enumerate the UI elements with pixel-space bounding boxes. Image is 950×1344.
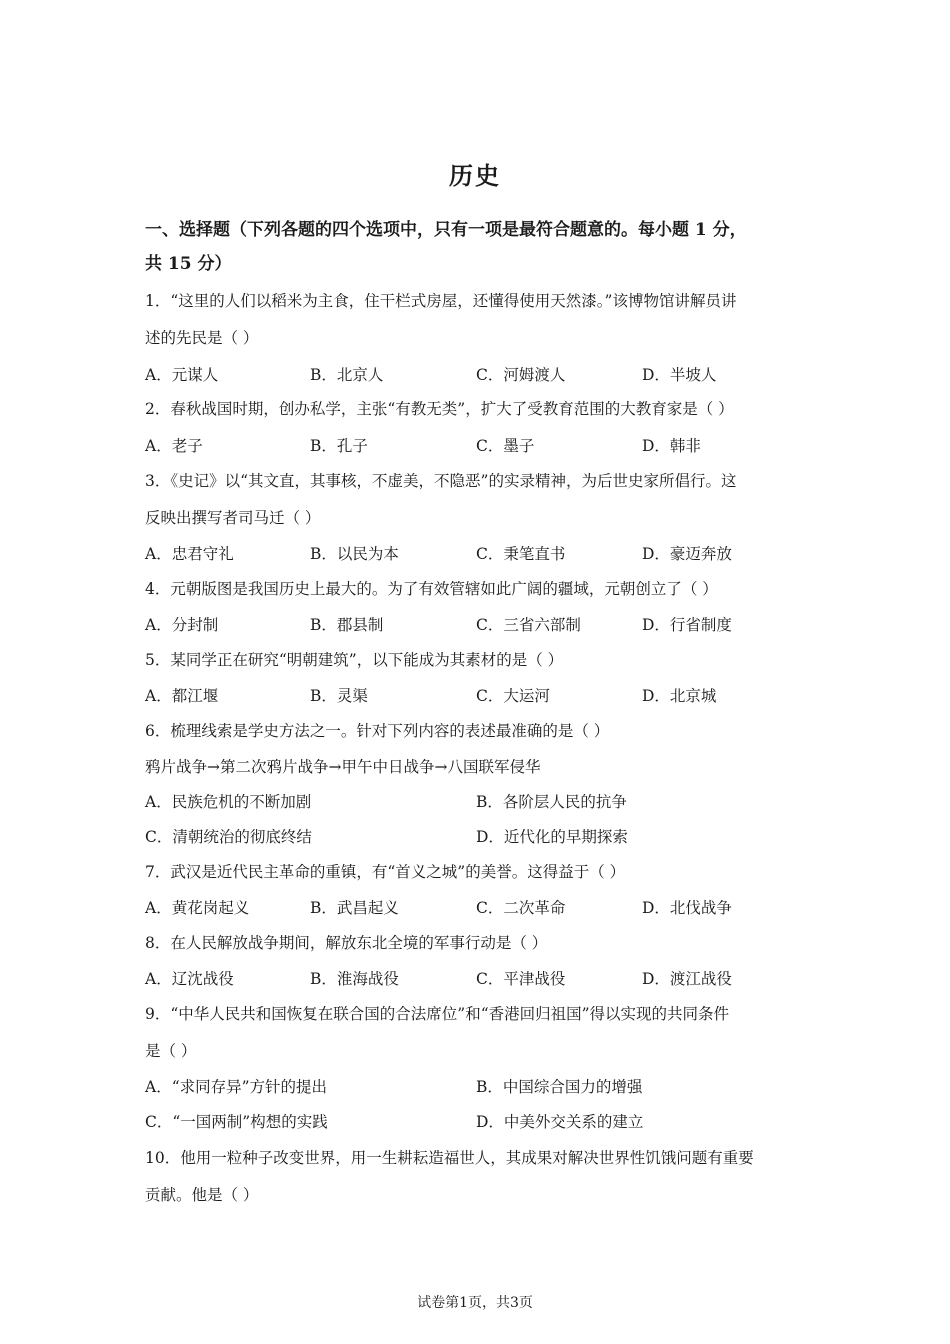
option-d[interactable]: D．近代化的早期探索 (476, 828, 628, 846)
option-d[interactable]: D．半坡人 (642, 366, 717, 384)
section-heading-line-1: 一、选择题（下列各题的四个选项中，只有一项是最符合题意的。每小题 1 分， (145, 220, 747, 240)
section-heading-line-2: 共 15 分） (145, 254, 232, 274)
question-5-stem: 5．某同学正在研究“明朝建筑”，以下能成为其素材的是（ ） (145, 651, 564, 669)
option-c[interactable]: C．二次革命 (476, 899, 566, 917)
option-d[interactable]: D．北京城 (642, 687, 717, 705)
option-c[interactable]: C．“一国两制”构想的实践 (145, 1113, 328, 1131)
question-2-stem: 2．春秋战国时期，创办私学，主张“有教无类”，扩大了受教育范围的大教育家是（ ） (145, 400, 734, 418)
option-a[interactable]: A．老子 (145, 437, 203, 455)
question-1-stem-line-2: 述的先民是（ ） (145, 329, 259, 347)
option-b[interactable]: B．孔子 (310, 437, 368, 455)
option-b[interactable]: B．灵渠 (310, 687, 368, 705)
option-d[interactable]: D．韩非 (642, 437, 701, 455)
page-footer: 试卷第1页，共3页 (417, 1295, 533, 1311)
question-7-stem: 7．武汉是近代民主革命的重镇，有“首义之城”的美誉。这得益于（ ） (145, 863, 626, 881)
question-6-stem-line-2: 鸦片战争→第二次鸦片战争→甲午中日战争→八国联军侵华 (145, 758, 541, 776)
option-c[interactable]: C．三省六部制 (476, 616, 581, 634)
option-c[interactable]: C．清朝统治的彻底终结 (145, 828, 312, 846)
option-b[interactable]: B．以民为本 (310, 545, 399, 563)
question-10-stem-line-1: 10．他用一粒种子改变世界，用一生耕耘造福世人，其成果对解决世界性饥饿问题有重要 (145, 1149, 754, 1167)
option-b[interactable]: B．郡县制 (310, 616, 384, 634)
option-a[interactable]: A．元谋人 (145, 366, 219, 384)
question-6-stem-line-1: 6．梳理线索是学史方法之一。针对下列内容的表述最准确的是（ ） (145, 722, 610, 740)
page-title: 历史 (449, 161, 501, 190)
option-b[interactable]: B．武昌起义 (310, 899, 399, 917)
option-d[interactable]: D．中美外交关系的建立 (476, 1113, 644, 1131)
option-d[interactable]: D．渡江战役 (642, 970, 732, 988)
option-c[interactable]: C．平津战役 (476, 970, 566, 988)
option-b[interactable]: B．北京人 (310, 366, 384, 384)
option-a[interactable]: A．都江堰 (145, 687, 219, 705)
option-a[interactable]: A．“求同存异”方针的提出 (145, 1078, 328, 1096)
question-9-stem-line-1: 9．“中华人民共和国恢复在联合国的合法席位”和“香港回归祖国”得以实现的共同条件 (145, 1005, 730, 1023)
option-b[interactable]: B．中国综合国力的增强 (476, 1078, 643, 1096)
question-3-stem-line-1: 3．《史记》以“其文直，其事核，不虚美，不隐恶”的实录精神，为后世史家所倡行。这 (145, 472, 737, 490)
option-a[interactable]: A．忠君守礼 (145, 545, 234, 563)
option-c[interactable]: C．河姆渡人 (476, 366, 566, 384)
option-a[interactable]: A．分封制 (145, 616, 219, 634)
option-c[interactable]: C．大运河 (476, 687, 550, 705)
option-a[interactable]: A．辽沈战役 (145, 970, 234, 988)
option-d[interactable]: D．豪迈奔放 (642, 545, 732, 563)
option-c[interactable]: C．秉笔直书 (476, 545, 566, 563)
option-d[interactable]: D．北伐战争 (642, 899, 732, 917)
question-3-stem-line-2: 反映出撰写者司马迁（ ） (145, 509, 321, 527)
question-10-stem-line-2: 贡献。他是（ ） (145, 1186, 259, 1204)
question-1-stem-line-1: 1．“这里的人们以稻米为主食，住干栏式房屋，还懂得使用天然漆。”该博物馆讲解员讲 (145, 292, 737, 310)
option-b[interactable]: B．淮海战役 (310, 970, 399, 988)
option-c[interactable]: C．墨子 (476, 437, 535, 455)
option-a[interactable]: A．民族危机的不断加剧 (145, 793, 312, 811)
question-9-stem-line-2: 是（ ） (145, 1042, 197, 1060)
option-a[interactable]: A．黄花岗起义 (145, 899, 250, 917)
question-4-stem: 4．元朝版图是我国历史上最大的。为了有效管辖如此广阔的疆域，元朝创立了（ ） (145, 580, 718, 598)
question-8-stem: 8．在人民解放战争期间，解放东北全境的军事行动是（ ） (145, 934, 548, 952)
option-d[interactable]: D．行省制度 (642, 616, 732, 634)
option-b[interactable]: B．各阶层人民的抗争 (476, 793, 627, 811)
